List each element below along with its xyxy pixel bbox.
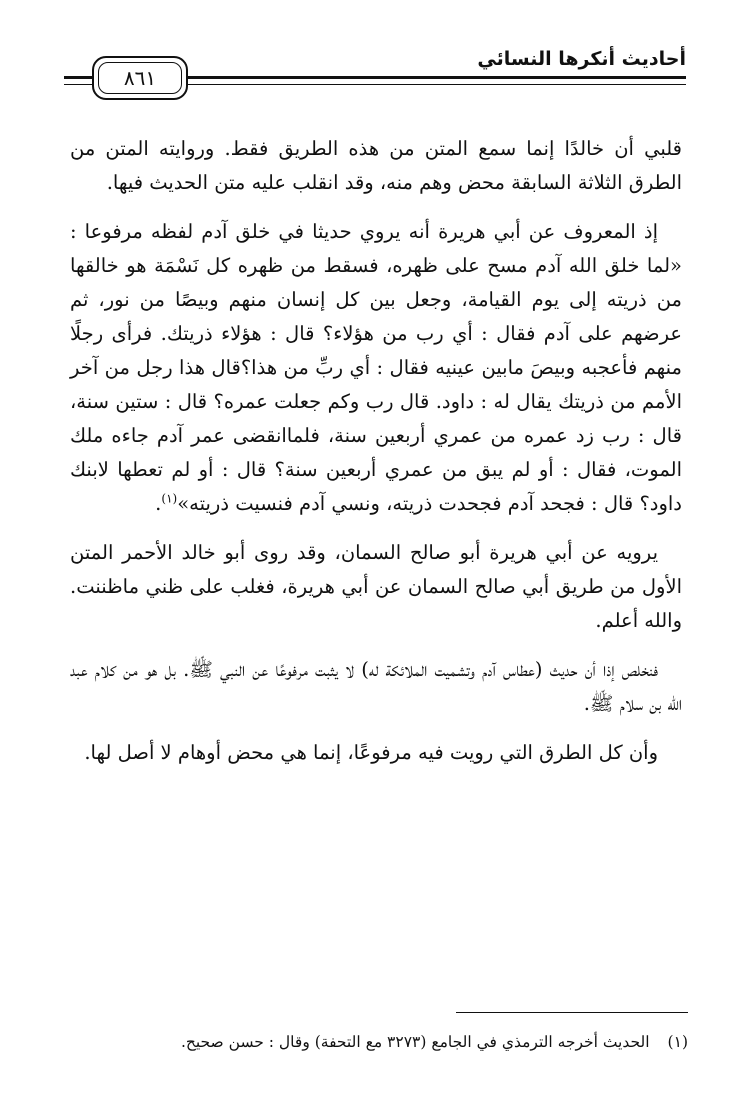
paragraph-2-text: إذ المعروف عن أبي هريرة أنه يروي حديثا في خلق آدم لفظه مرفوعا : «لما خلق الله آدم مسح على ظهره، فسقط من ظهره كل نَسْمَة هو خالقها من ذريته إلى يوم القيامة، وجعل بين كل إنسان منهم وبيصًا من نور، ثم عرضهم على آدم فقال : أي رب من هؤلاء؟ قال : هؤلاء ذريتك. فرأى رجلًا منهم فأعجبه وبيصَ مابين عينيه فقال : أي ربِّ من هذا؟قال هذا رجل من آخر الأمم من ذريتك يقال له : داود. قال رب وكم جعلت عمره؟ قال : ستين سنة، قال : رب زد عمره من عمري أربعين سنة، فلماانقضى عمر آدم جاءه ملك الموت، فقال : أو لم يبق من عمري أربعين سنة؟ قال : أو لم تعطها لابنك داود؟ قال : فجحد آدم فجحدت ذريته، ونسي آدم فنسيت ذريته» [70, 220, 682, 515]
footnote-text: الحديث أخرجه الترمذي في الجامع (٣٢٧٣ مع التحفة) وقال : حسن صحيح. [180, 1033, 650, 1051]
paragraph-2-end: . [155, 492, 162, 515]
page-number-frame [92, 56, 188, 100]
paragraph-1: قلبي أن خالدًا إنما سمع المتن من هذه الطريق فقط. وروايته المتن من الطرق الثلاثة السابقة محض وهم منه، وقد انقلب عليه متن الحديث فيها. [70, 137, 682, 194]
footnote-reference[interactable]: (١) [161, 491, 178, 506]
paragraph-5: وأن كل الطرق التي رويت فيه مرفوعًا، إنما هي محض أوهام لا أصل لها. [84, 741, 658, 764]
page-number: ٨٦١ [98, 62, 182, 94]
footnote [68, 1030, 688, 1054]
paragraph-4: فنخلص إذا أن حديث (عطاس آدم وتشميت الملائكة له) لا يثبت مرفوعًا عن النبي ﷺ. بل هو من كلام عبد الله بن سلام ﷺ. [70, 658, 682, 715]
main-text [70, 132, 682, 785]
running-header [64, 46, 686, 100]
footnote-separator [456, 1012, 688, 1013]
paragraph-2 [70, 215, 682, 521]
footnote-number: (١) [667, 1033, 688, 1051]
book-title: أحاديث أنكرها النسائي [471, 48, 686, 70]
paragraph-3: يرويه عن أبي هريرة أبو صالح السمان، وقد روى أبو خالد الأحمر المتن الأول من طريق أبي صالح السمان عن أبي هريرة، فغلب على ظني ماظننت. والله أعلم. [70, 541, 682, 632]
